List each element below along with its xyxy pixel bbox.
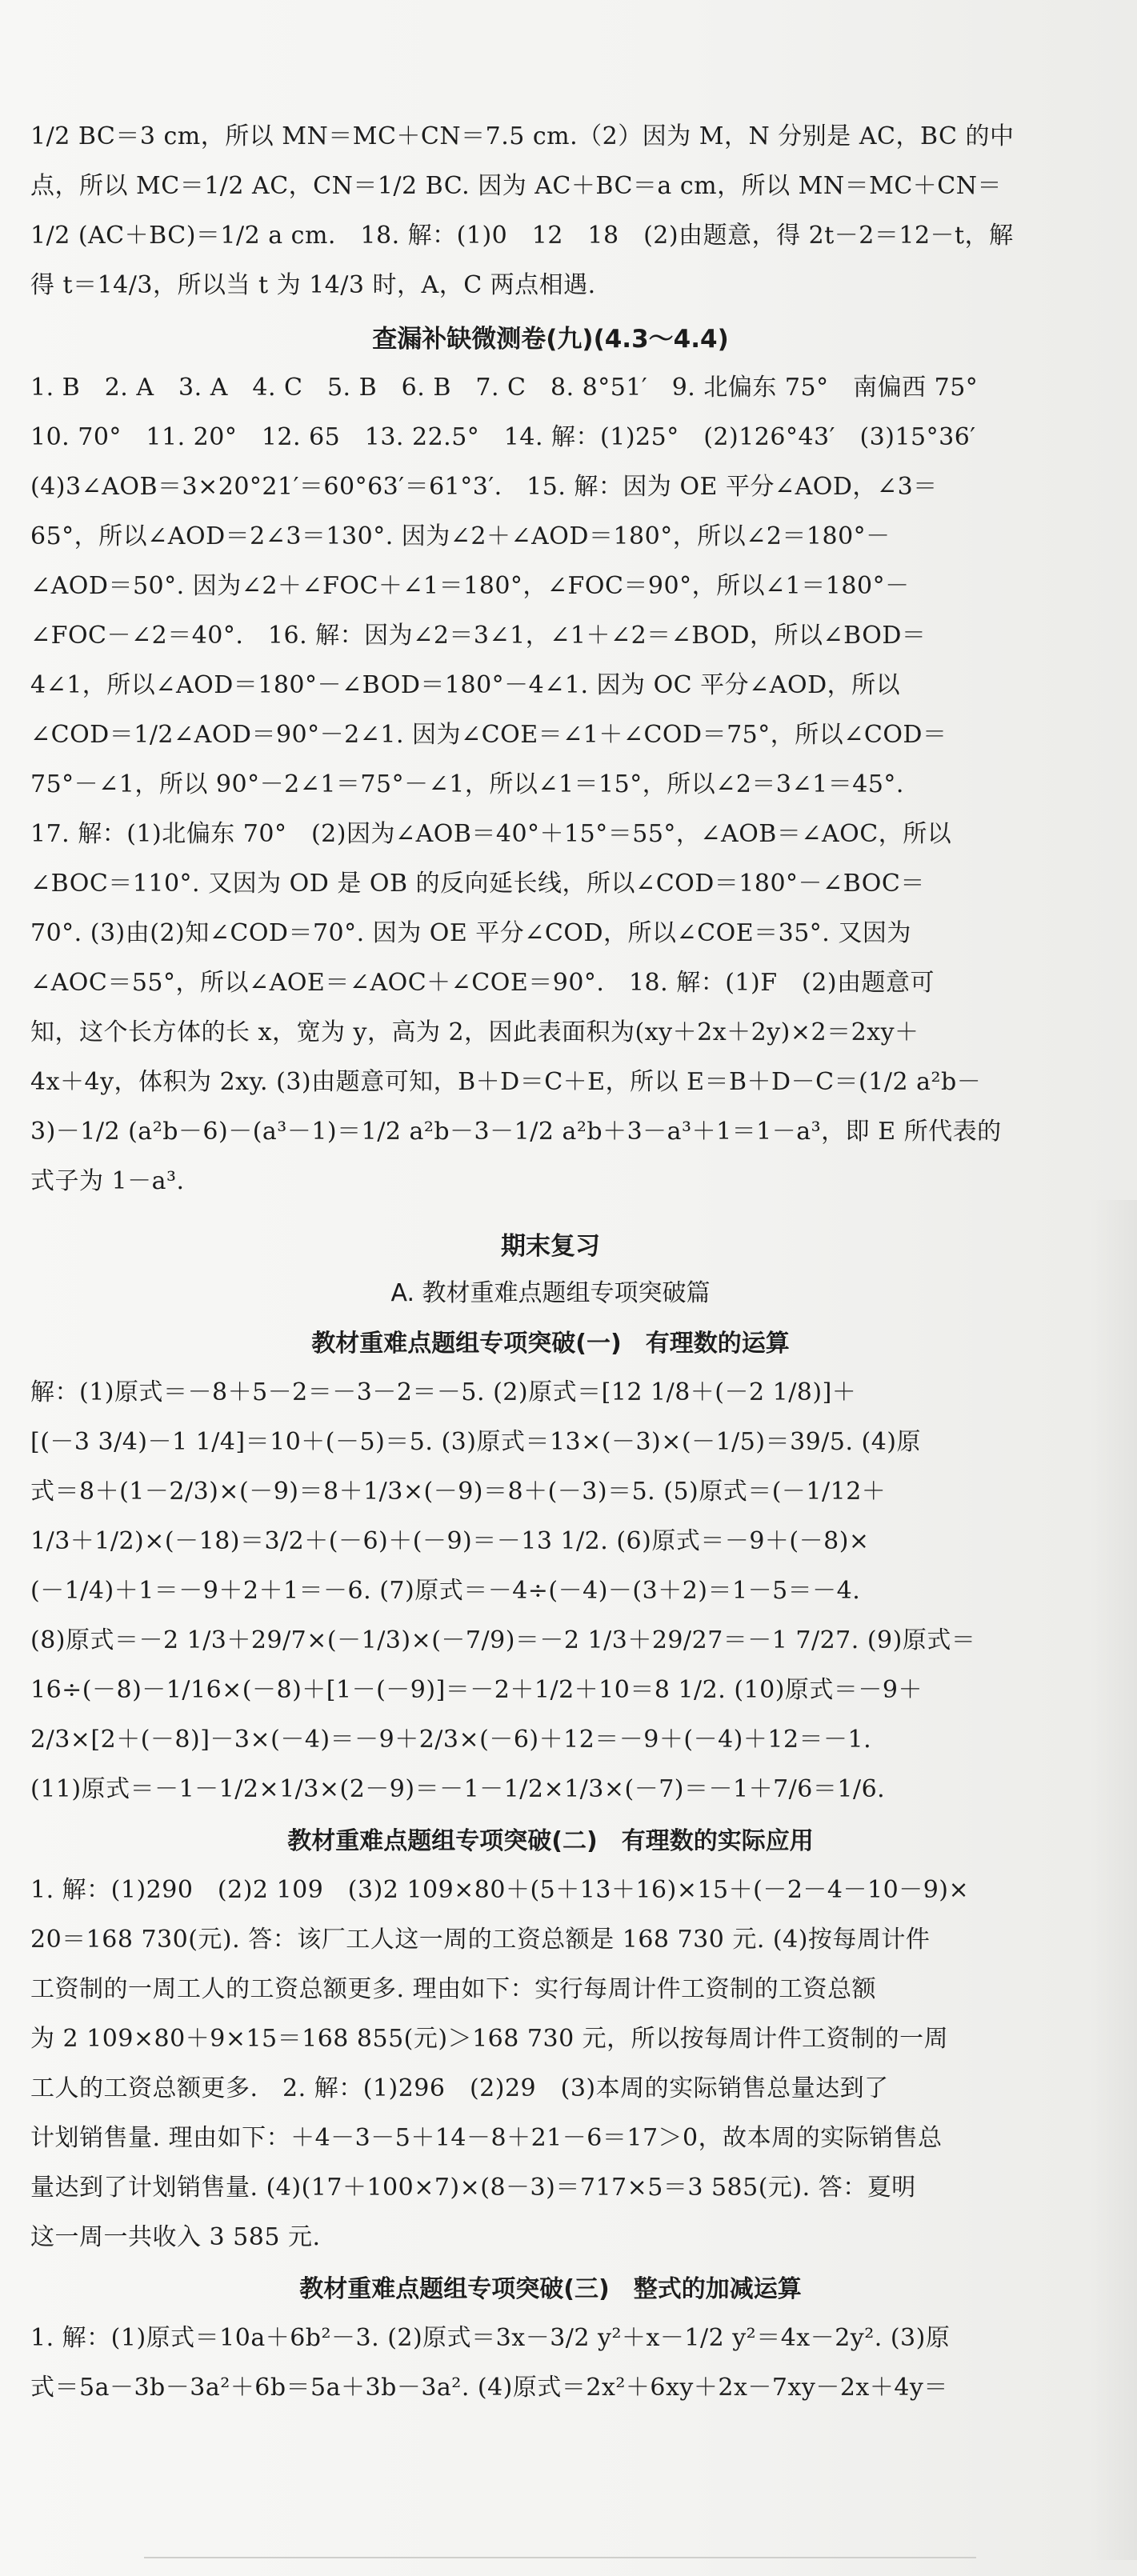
quiz9-answers	[30, 363, 1071, 1206]
answer-line: ∠BOC＝110°. 又因为 OD 是 OB 的反向延长线，所以∠COD＝180°－∠BOC＝	[30, 870, 925, 898]
answer-line: (11)原式＝－1－1/2×1/3×(2－9)＝－1－1/2×1/3×(－7)＝－1＋7/6＝1/6.	[30, 1775, 886, 1803]
answer-line: 2/3×[2＋(－8)]－3×(－4)＝－9＋2/3×(－6)＋12＝－9＋(－4)＋12＝－1.	[30, 1726, 872, 1754]
topic1-answers	[30, 1368, 1071, 1814]
answer-line: 式子为 1－a³.	[30, 1167, 185, 1195]
binding-edge-shadow	[1089, 1200, 1137, 2560]
answer-line: 75°－∠1，所以 90°－2∠1＝75°－∠1，所以∠1＝15°，所以∠2＝3∠1＝45°.	[30, 770, 904, 798]
topic2-answers	[30, 1866, 1071, 2262]
answer-line: ∠COD＝1/2∠AOD＝90°－2∠1. 因为∠COE＝∠1＋∠COD＝75°，所以∠COD＝	[30, 721, 947, 749]
part-a-title: A. 教材重难点题组专项突破篇	[390, 1279, 711, 1307]
answer-line: [(－3 3/4)－1 1/4]＝10＋(－5)＝5. (3)原式＝13×(－3)×(－1/5)＝39/5. (4)原	[30, 1428, 922, 1456]
answer-line: 计划销售量. 理由如下：＋4－3－5＋14－8＋21－6＝17＞0，故本周的实际销售总	[30, 2124, 943, 2152]
answer-line: ∠AOD＝50°. 因为∠2＋∠FOC＋∠1＝180°，∠FOC＝90°，所以∠1＝180°－	[30, 572, 910, 600]
answer-line: 20＝168 730(元). 答：该厂工人这一周的工资总额是 168 730 元. (4)按每周计件	[30, 1926, 931, 1954]
answer-line: 式＝5a－3b－3a²＋6b＝5a＋3b－3a². (4)原式＝2x²＋6xy＋2x－7xy－2x＋4y＝	[30, 2374, 948, 2402]
answer-line: 1/2 (AC＋BC)＝1/2 a cm. 18. 解：(1)0 12 18 (2)由题意，得 2t－2＝12－t，解	[30, 222, 1014, 250]
answer-line: (4)3∠AOB＝3×20°21′＝60°63′＝61°3′. 15. 解：因为 OE 平分∠AOD，∠3＝	[30, 473, 938, 501]
answer-line: 解：(1)原式＝－8＋5－2＝－3－2＝－5. (2)原式＝[12 1/8＋(－2 1/8)]＋	[30, 1378, 857, 1406]
answer-line: 点，所以 MC＝1/2 AC，CN＝1/2 BC. 因为 AC＋BC＝a cm，所以 MN＝MC＋CN＝	[30, 172, 1002, 200]
answer-line: 10. 70° 11. 20° 12. 65 13. 22.5° 14. 解：(1)25° (2)126°43′ (3)15°36′	[30, 423, 976, 451]
answer-line: 得 t＝14/3，所以当 t 为 14/3 时，A，C 两点相遇.	[30, 271, 596, 299]
answer-line: 量达到了计划销售量. (4)(17＋100×7)×(8－3)＝717×5＝3 585(元). 答：夏明	[30, 2174, 916, 2202]
answer-line: 4∠1，所以∠AOD＝180°－∠BOD＝180°－4∠1. 因为 OC 平分∠AOD，所以	[30, 671, 901, 699]
answer-line: ∠FOC－∠2＝40°. 16. 解：因为∠2＝3∠1，∠1＋∠2＝∠BOD，所以∠BOD＝	[30, 622, 927, 650]
answer-line: 4x＋4y，体积为 2xy. (3)由题意可知，B＋D＝C＋E，所以 E＝B＋D－C＝(1/2 a²b－	[30, 1068, 982, 1096]
answer-line: 工人的工资总额更多. 2. 解：(1)296 (2)29 (3)本周的实际销售总量达到了	[30, 2074, 889, 2102]
answer-line: 3)－1/2 (a²b－6)－(a³－1)＝1/2 a²b－3－1/2 a²b＋3－a³＋1＝1－a³，即 E 所代表的	[30, 1118, 1002, 1146]
answer-line: (8)原式＝－2 1/3＋29/7×(－1/3)×(－7/9)＝－2 1/3＋29/27＝－1 7/27. (9)原式＝	[30, 1626, 976, 1654]
answer-line: 1/3＋1/2)×(－18)＝3/2＋(－6)＋(－9)＝－13 1/2. (6)原式＝－9＋(－8)×	[30, 1527, 870, 1555]
topic1-title: 教材重难点题组专项突破(一) 有理数的运算	[311, 1330, 790, 1358]
answer-line: 16÷(－8)－1/16×(－8)＋[1－(－9)]＝－2＋1/2＋10＝8 1/2. (10)原式＝－9＋	[30, 1676, 923, 1704]
final-review-title: 期末复习	[501, 1232, 600, 1261]
answer-line: 这一周一共收入 3 585 元.	[30, 2223, 321, 2251]
answer-line: (－1/4)＋1＝－9＋2＋1＝－6. (7)原式＝－4÷(－4)－(3＋2)＝1－5＝－4.	[30, 1577, 861, 1605]
topic3-answers	[30, 2314, 1071, 2413]
answer-line: 1/2 BC＝3 cm，所以 MN＝MC＋CN＝7.5 cm.（2）因为 M，N 分别是 AC，BC 的中	[30, 122, 1015, 150]
continued-answers	[30, 112, 1071, 310]
bottom-rule	[144, 2557, 976, 2558]
answer-line: 70°. (3)由(2)知∠COD＝70°. 因为 OE 平分∠COD，所以∠COE＝35°. 又因为	[30, 919, 911, 947]
answer-line: 1. 解：(1)290 (2)2 109 (3)2 109×80＋(5＋13＋16)×15＋(－2－4－10－9)×	[30, 1876, 970, 1904]
quiz9-title: 查漏补缺微测卷(九)(4.3～4.4)	[372, 325, 729, 354]
answer-line: ∠AOC＝55°，所以∠AOE＝∠AOC＋∠COE＝90°. 18. 解：(1)F (2)由题意可	[30, 969, 935, 997]
answer-line: 65°，所以∠AOD＝2∠3＝130°. 因为∠2＋∠AOD＝180°，所以∠2＝180°－	[30, 522, 891, 550]
answer-line: 1. 解：(1)原式＝10a＋6b²－3. (2)原式＝3x－3/2 y²＋x－1/2 y²＝4x－2y². (3)原	[30, 2324, 951, 2352]
answer-line: 工资制的一周工人的工资总额更多. 理由如下：实行每周计件工资制的工资总额	[30, 1975, 877, 2003]
answer-line: 知，这个长方体的长 x，宽为 y，高为 2，因此表面积为(xy＋2x＋2y)×2＝2xy＋	[30, 1018, 919, 1046]
answer-line: 为 2 109×80＋9×15＝168 855(元)＞168 730 元，所以按每周计件工资制的一周	[30, 2025, 949, 2053]
answer-column	[30, 112, 1071, 2413]
topic2-title: 教材重难点题组专项突破(二) 有理数的实际应用	[287, 1827, 814, 1855]
answer-line: 1. B 2. A 3. A 4. C 5. B 6. B 7. C 8. 8°51′ 9. 北偏东 75° 南偏西 75°	[30, 374, 979, 402]
topic3-title: 教材重难点题组专项突破(三) 整式的加减运算	[299, 2275, 802, 2303]
answer-line: 17. 解：(1)北偏东 70° (2)因为∠AOB＝40°＋15°＝55°，∠AOB＝∠AOC，所以	[30, 820, 952, 848]
answer-line: 式＝8＋(1－2/3)×(－9)＝8＋1/3×(－9)＝8＋(－3)＝5. (5)原式＝(－1/12＋	[30, 1478, 887, 1506]
